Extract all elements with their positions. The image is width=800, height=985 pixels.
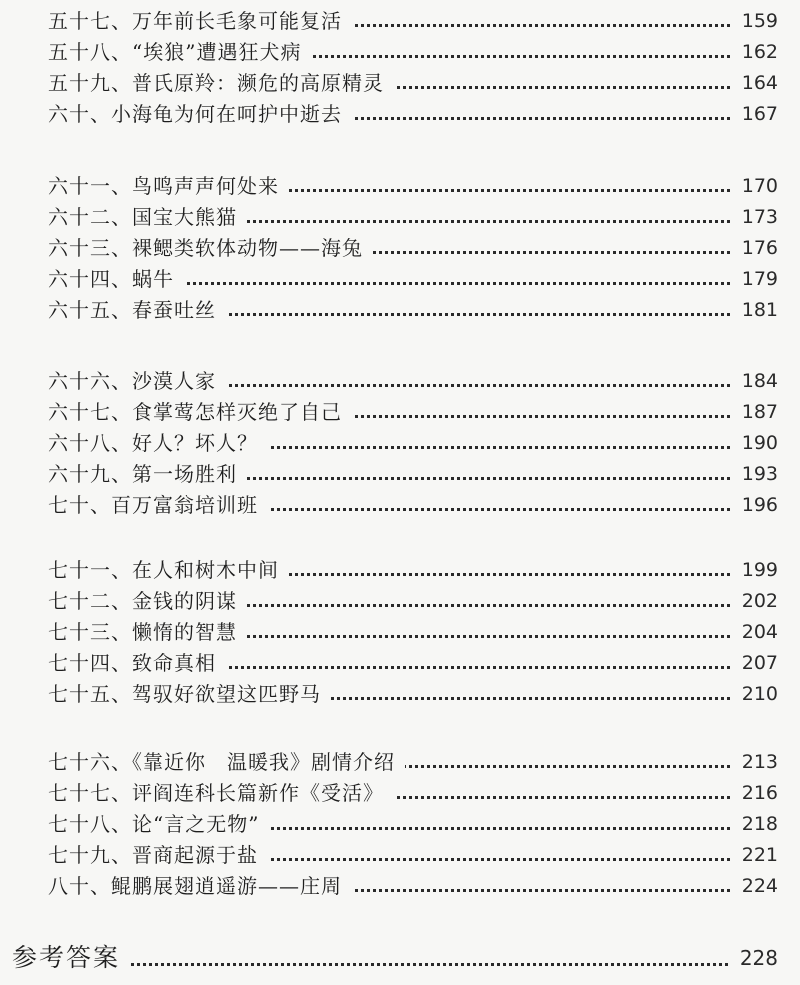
toc-entry-page: 179 [741, 268, 778, 290]
toc-entry-title: 七十、百万富翁培训班 [48, 490, 268, 521]
toc-entry-title: 六十一、鸟鸣声声何处来 [48, 171, 289, 202]
toc-entry-page: 187 [741, 401, 778, 423]
toc-entry[interactable] [0, 68, 800, 99]
toc-group-5 [0, 747, 800, 902]
toc-entry[interactable] [0, 171, 800, 202]
toc-entry-page: 176 [741, 237, 778, 259]
toc-entry-page: 199 [741, 559, 778, 581]
toc-entry[interactable] [0, 459, 800, 490]
toc-entry-page: 202 [741, 590, 778, 612]
toc-entry[interactable] [0, 397, 800, 428]
toc-group-1 [0, 6, 800, 130]
toc-entry-page: 207 [741, 652, 778, 674]
toc-entry-title: 六十七、食掌莺怎样灭绝了自己 [48, 397, 352, 428]
toc-entry-page: 164 [741, 72, 778, 94]
toc-entry-title: 五十八、“埃狼”遭遇狂犬病 [48, 37, 311, 68]
toc-entry-title: 五十七、万年前长毛象可能复活 [48, 6, 352, 37]
toc-entry[interactable] [0, 840, 800, 871]
toc-entry-page: 190 [741, 432, 778, 454]
toc-entry-page: 181 [741, 299, 778, 321]
toc-entry-title: 七十三、懒惰的智慧 [48, 617, 247, 648]
toc-entry[interactable] [0, 233, 800, 264]
toc-entry[interactable] [0, 295, 800, 326]
toc-entry-title: 六十二、国宝大熊猫 [48, 202, 247, 233]
toc-entry-page: 204 [741, 621, 778, 643]
toc-entry-title: 五十九、普氏原羚：濒危的高原精灵 [48, 68, 394, 99]
toc-entry[interactable] [0, 648, 800, 679]
answers-page: 228 [739, 946, 778, 970]
toc-entry-title: 七十四、致命真相 [48, 648, 226, 679]
toc-entry-page: 170 [741, 175, 778, 197]
toc-entry[interactable] [0, 99, 800, 130]
toc-entry[interactable] [0, 871, 800, 902]
toc-group-4 [0, 555, 800, 710]
toc-entry-title: 六十四、蜗牛 [48, 264, 184, 295]
toc-entry-page: 159 [741, 10, 778, 32]
toc-entry-answers[interactable] [0, 938, 800, 978]
toc-entry-title: 六十九、第一场胜利 [48, 459, 247, 490]
toc-entry-page: 216 [741, 782, 778, 804]
toc-group-2 [0, 171, 800, 326]
toc-entry-page: 213 [741, 751, 778, 773]
toc-entry-title: 八十、鲲鹏展翅逍遥游——庄周 [48, 871, 352, 902]
toc-entry-page: 196 [741, 494, 778, 516]
toc-entry-title: 七十一、在人和树木中间 [48, 555, 289, 586]
toc-entry[interactable] [0, 366, 800, 397]
toc-entry-title: 七十七、评阎连科长篇新作《受活》 [48, 778, 394, 809]
toc-entry-page: 193 [741, 463, 778, 485]
toc-entry[interactable] [0, 428, 800, 459]
toc-entry[interactable] [0, 617, 800, 648]
toc-entry-title: 六十五、春蚕吐丝 [48, 295, 226, 326]
toc-entry-page: 224 [741, 875, 778, 897]
toc-group-3 [0, 366, 800, 521]
toc-entry-page: 210 [741, 683, 778, 705]
toc-entry-title: 七十六、《靠近你 温暖我》剧情介绍 [48, 747, 405, 778]
toc-entry-title: 七十九、晋商起源于盐 [48, 840, 268, 871]
toc-entry-title: 七十八、论“言之无物” [48, 809, 269, 840]
toc-entry[interactable] [0, 679, 800, 710]
toc-entry[interactable] [0, 37, 800, 68]
toc-entry[interactable] [0, 6, 800, 37]
toc-entry-title: 六十八、好人？坏人？ [48, 428, 268, 459]
answers-title: 参考答案 [12, 938, 130, 978]
toc-entry[interactable] [0, 202, 800, 233]
toc-entry[interactable] [0, 490, 800, 521]
toc-entry[interactable] [0, 586, 800, 617]
toc-entry[interactable] [0, 264, 800, 295]
toc-entry[interactable] [0, 778, 800, 809]
toc-entry-page: 162 [741, 41, 778, 63]
toc-entry-page: 184 [741, 370, 778, 392]
toc-entry-page: 167 [741, 103, 778, 125]
toc-entry-title: 六十、小海龟为何在呵护中逝去 [48, 99, 352, 130]
toc-entry-page: 221 [741, 844, 778, 866]
toc-entry[interactable] [0, 747, 800, 778]
toc-entry-title: 七十二、金钱的阴谋 [48, 586, 247, 617]
toc-entry[interactable] [0, 809, 800, 840]
toc-entry-title: 六十三、裸鳃类软体动物——海兔 [48, 233, 373, 264]
toc-entry-page: 218 [741, 813, 778, 835]
toc-entry[interactable] [0, 555, 800, 586]
toc-entry-title: 六十六、沙漠人家 [48, 366, 226, 397]
toc-entry-page: 173 [741, 206, 778, 228]
toc-entry-title: 七十五、驾驭好欲望这匹野马 [48, 679, 331, 710]
